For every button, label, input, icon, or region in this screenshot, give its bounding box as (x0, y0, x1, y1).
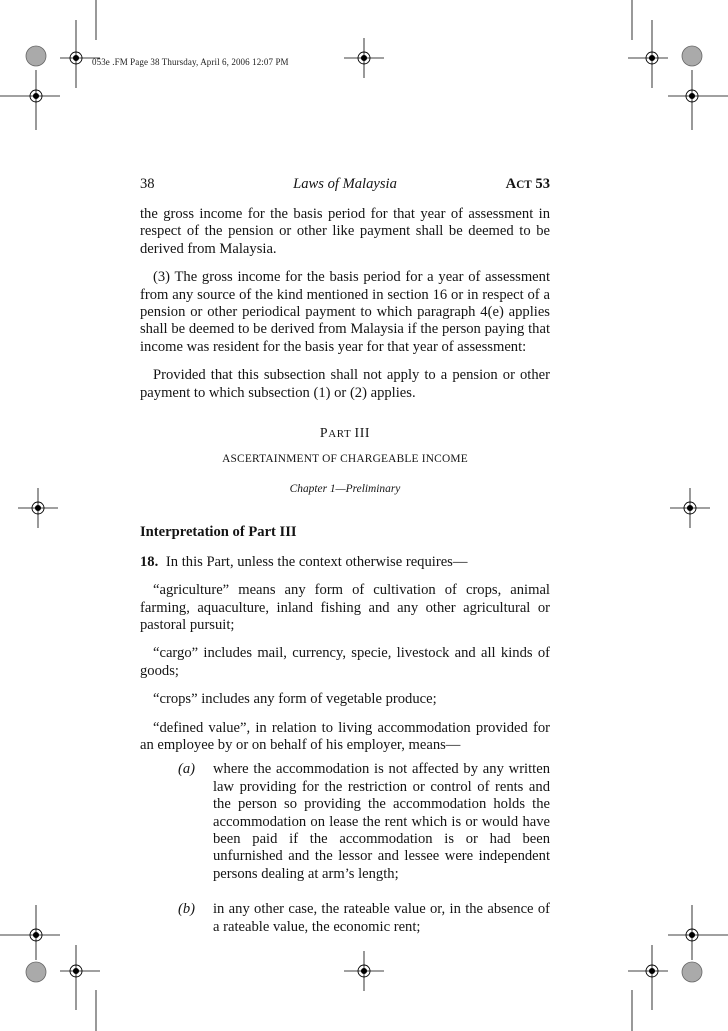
part-title: ASCERTAINMENT OF CHARGEABLE INCOME (222, 453, 468, 466)
section-number: 18. (140, 553, 159, 570)
print-slug: 053e .FM Page 38 Thursday, April 6, 2006 12:07 PM (92, 57, 289, 67)
section-intro: 18. In this Part, unless the context otherwise requires— (140, 553, 468, 570)
definition: “crops” includes any form of vegetable produce; (153, 691, 437, 708)
document-page (140, 176, 550, 936)
item-label: (a) (178, 761, 196, 778)
definition: “agriculture” means any form of cultivation of crops, animal farming, aquaculture, inland fishing and any other agricultural or pastoral pursuit; (140, 582, 550, 633)
chapter-title: Chapter 1—Preliminary (289, 482, 401, 495)
paragraph: Provided that this subsection shall not apply to a pension or other payment to which subsection (1) or (2) applies. (140, 367, 550, 401)
part-heading: PART III (319, 425, 371, 441)
running-title: Laws of Malaysia (293, 176, 397, 192)
definition: “cargo” includes mail, currency, specie, livestock and all kinds of goods; (140, 645, 550, 679)
page-number: 38 (140, 176, 155, 192)
item-label: (b) (178, 901, 196, 918)
item-text: where the accommodation is not affected by any written law providing for the restriction or control of rents and the person so providing the accommodation holds the accommodation on lease the rent which is or would have been paid if the accommodation is or had been unfurnished and the lessor and lessee were independent persons dealing at arm’s length; (213, 761, 550, 882)
item-text: in any other case, the rateable value or, in the absence of a rateable value, the economic rent; (213, 901, 550, 935)
list-item (178, 761, 550, 883)
running-header (140, 176, 550, 198)
definition: “defined value”, in relation to living accommodation provided for an employee by or on behalf of his employer, means— (140, 719, 550, 753)
act-reference: ACT 53 (505, 176, 550, 192)
paragraph: the gross income for the basis period for that year of assessment in respect of the pension or other like payment shall be deemed to be derived from Malaysia. (140, 206, 550, 257)
list-item (178, 901, 550, 936)
section-heading: Interpretation of Part III (140, 524, 297, 541)
paragraph: (3) The gross income for the basis period for a year of assessment from any source of the kind mentioned in section 16 or in respect of a pension or other periodical payment to which paragraph 4(e) applies shall be deemed to be derived from Malaysia if the person paying that income was resident for the basis year for that year of assessment: (140, 269, 550, 355)
